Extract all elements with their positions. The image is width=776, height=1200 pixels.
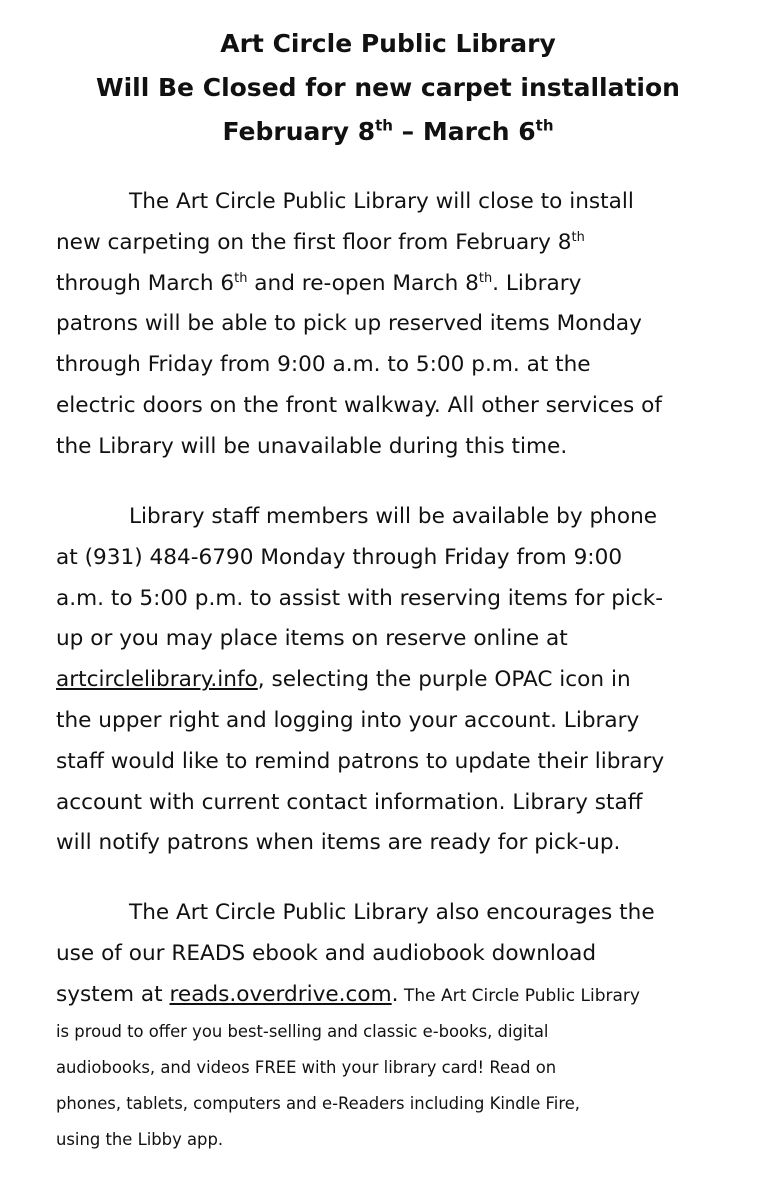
paragraph-line: The Art Circle Public Library also encourages the <box>129 900 655 925</box>
text-run: through March 6 <box>56 270 235 296</box>
paragraph-line: the upper right and logging into your account. Library <box>56 707 640 733</box>
ebook-paragraph-continued <box>56 1014 766 1158</box>
library-website-link[interactable]: artcirclelibrary.info <box>56 667 258 693</box>
paragraph-line: a.m. to 5:00 p.m. to assist with reserving items for pick- <box>56 585 664 611</box>
paragraph-line: electric doors on the front walkway. All other services of <box>56 392 662 418</box>
paragraph-line: account with current contact information. Library staff <box>56 789 643 815</box>
paragraph-line: the Library will be unavailable during this time. <box>56 433 568 459</box>
ebook-paragraph <box>56 893 756 1016</box>
paragraph-line: use of our READS ebook and audiobook download <box>56 940 597 966</box>
title-date-end-suffix: th <box>535 116 554 135</box>
text-run: . Library <box>492 270 582 296</box>
title-line-1: Art Circle Public Library <box>220 29 556 58</box>
paragraph-line: at (931) 484-6790 Monday through Friday from 9:00 <box>56 544 623 570</box>
text-run: . <box>391 981 399 1007</box>
ordinal-suffix: th <box>478 270 493 286</box>
title-date-end: – March 6 <box>392 117 536 146</box>
text-run: system at <box>56 981 170 1007</box>
paragraph-line <box>56 975 756 1017</box>
paragraph-line: patrons will be able to pick up reserved items Monday <box>56 311 642 337</box>
text-run: and re-open March 8 <box>247 270 479 296</box>
ordinal-suffix: th <box>234 270 248 286</box>
title-date-start-suffix: th <box>375 116 393 135</box>
paragraph-line: audiobooks, and videos FREE with your library card! Read on <box>56 1058 557 1077</box>
paragraph-line: up or you may place items on reserve online at <box>56 626 568 652</box>
paragraph-line: phones, tablets, computers and e-Readers including Kindle Fire, <box>56 1094 581 1113</box>
phone-reserve-paragraph <box>56 497 756 864</box>
overdrive-link[interactable]: reads.overdrive.com <box>169 981 392 1007</box>
closure-paragraph <box>56 182 756 468</box>
paragraph-line: will notify patrons when items are ready for pick-up. <box>56 830 621 856</box>
paragraph-line <box>56 223 756 264</box>
title-date-start: February 8 <box>222 117 376 146</box>
paragraph-line: The Art Circle Public Library will close to install <box>129 189 634 214</box>
paragraph-line: using the Libby app. <box>56 1130 224 1149</box>
paragraph-line <box>56 264 756 305</box>
text-run-small: The Art Circle Public Library <box>398 985 640 1006</box>
paragraph-line: Library staff members will be available by phone <box>129 504 658 529</box>
paragraph-line: is proud to offer you best-selling and classic e-books, digital <box>56 1022 549 1041</box>
text-run: new carpeting on the first floor from February 8 <box>56 229 572 255</box>
notice-title <box>0 22 776 154</box>
paragraph-line: staff would like to remind patrons to update their library <box>56 748 665 774</box>
ordinal-suffix: th <box>571 229 585 245</box>
paragraph-line: through Friday from 9:00 a.m. to 5:00 p.m. at the <box>56 352 591 378</box>
text-run: , selecting the purple OPAC icon in <box>257 667 631 693</box>
paragraph-line <box>56 660 756 701</box>
title-line-3 <box>0 110 776 154</box>
title-line-2: Will Be Closed for new carpet installation <box>96 73 680 102</box>
